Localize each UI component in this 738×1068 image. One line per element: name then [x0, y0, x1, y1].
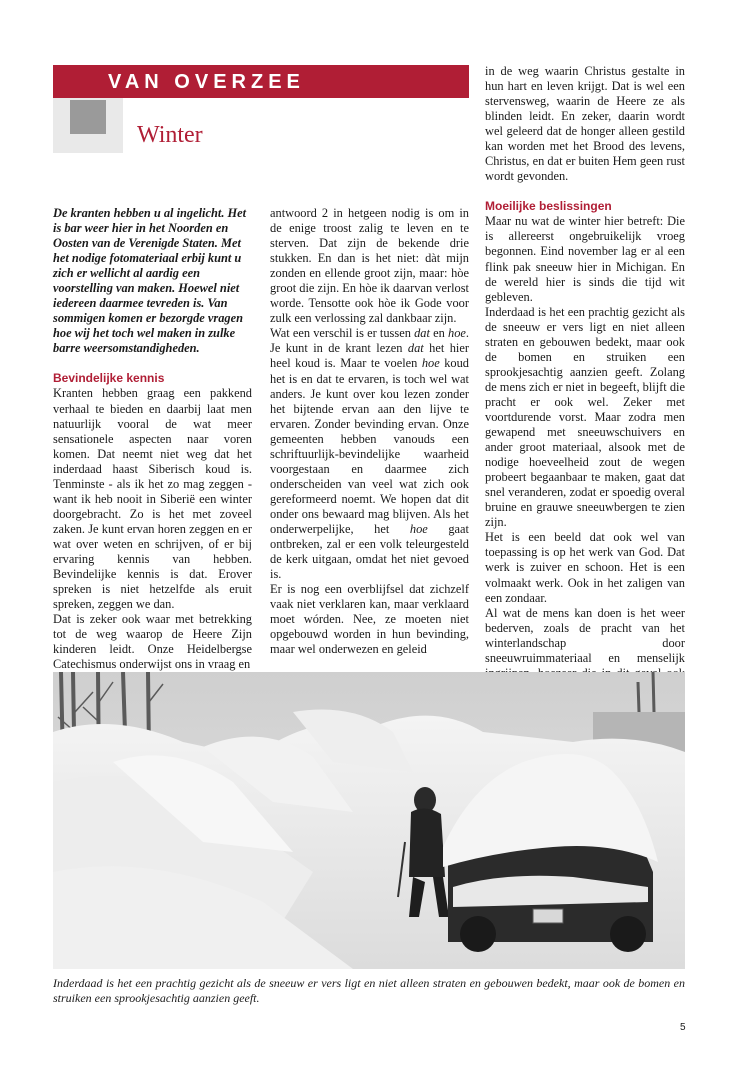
paragraph: Kranten hebben graag een pakkend verhaal te bieden en daarbij laat men natuurlijk vooral de wat meer sensationele aspecten naar voren komen. Dat neemt niet weg dat het inderdaad haast Siberisch koud is. Tenminste - als ik het zo mag zeggen - want ik heb nooit in Siberië een winter doorgebracht. Zo is het met zoveel zaken. Je kunt ervan horen zeggen en er wat over weten en schrijven, of er bij ervaring kennis van hebben. Bevindelijke kennis is dat. Erover spreken is niet hetzelfde als eruit spreken, zeggen we dan. — [53, 386, 252, 612]
intro-paragraph: De kranten hebben u al ingelicht. Het is bar weer hier in het Noorden en Oosten van de Verenigde Staten. Met het nodige fotomateriaal erbij kunt u zich er wellicht al aardig een voorstelling van maken. Hoewel niet iedereen daarmee tevreden is. Van sommigen komen er bezorgde vragen hoe wij het toch wel maken in zulke barre weersomstandigheden. — [53, 206, 247, 356]
column-3 — [485, 64, 685, 696]
paragraph: Al wat de mens kan doen is het weer bederven, zoals de pracht van het winterlandschap door sneeuwruimmateriaal en menselijk — [485, 605, 685, 665]
section-title: VAN OVERZEE — [108, 71, 305, 93]
winter-photo — [53, 672, 685, 969]
paragraph: Wat een verschil is er tussen dat en hoe. Je kunt in de krant lezen dat het hier heel koud is. Maar te voelen hoe koud het is en dat te ervaren, is toch wel wat anders. Je kunt over kou lezen zonder het bijtende ervan aan den lijve te ervaren. Zonder bevinding ervan. Onze gemeenten hebben vanouds een schriftuurlijk-bevindelijke waarheid voorgestaan en daarmee zich onderscheiden van veel wat zich ook gereformeerd noemt. We hopen dat dit onder ons bewaard mag blijven. Als het onderwerpelijke, het hoe gaat ontbreken, zal er een volk teleurgesteld de kerk uitgaan, omdat het niet gevoed is. — [270, 326, 469, 582]
article-title: Winter — [137, 122, 203, 148]
subheading-bevindelijke-kennis: Bevindelijke kennis — [53, 371, 165, 386]
paragraph: Er is nog een overblijfsel dat zichzelf vaak niet verklaren kan, maar verklaard moet wórden. Nee, ze moeten niet opgebouwd worden in hun bevinding, maar wel onderwezen en geleid — [270, 582, 469, 657]
paragraph: Het is een beeld dat ook wel van toepassing is op het werk van God. Dat werk is zuiver en schoon. Het is een volmaakt werk. Ook in het zaligen van een zondaar. — [485, 530, 685, 605]
header-decoration-square — [70, 100, 106, 134]
column-2 — [270, 206, 469, 657]
photo-caption: Inderdaad is het een prachtig gezicht als de sneeuw er vers ligt en niet alleen straten en gebouwen bedekt, maar ook de bomen en struiken een sprookjesachtig aanzien geeft. — [53, 976, 685, 1005]
paragraph: Dat is zeker ook waar met betrekking tot de weg waarop de Heere Zijn kinderen leidt. Onze Heidelbergse Catechismus onderwijst ons in vraag en — [53, 612, 252, 672]
subheading-moeilijke-beslissingen: Moeilijke beslissingen — [485, 199, 612, 214]
column-1 — [53, 206, 252, 672]
paragraph: antwoord 2 in hetgeen nodig is om in de enige troost zalig te leven en te sterven. Dat zijn de bekende drie stukken. En dan is het niet: dàt mijn zonden en ellende groot zijn, maar: hòe groot die zijn. En hòe ik daarvan verlost worde. Tensotte ook hòe ik Gode voor zulk een verlossing zal dankbaar zijn. — [270, 206, 469, 326]
page-number: 5 — [680, 1022, 686, 1033]
paragraph: Maar nu wat de winter hier betreft: Die is allereerst ongebruikelijk vroeg begonnen. Eind november lag er al een flink pak sneeuw hier in Michigan. En de wereld hier is sinds die tijd wit gebleven. — [485, 214, 685, 304]
paragraph: in de weg waarin Christus gestalte in hun hart en leven krijgt. Dat is wel een stervensweg, waarin de Heere ze als blinden leidt. En zeker, daarin wordt wel geleerd dat de honger alleen gestild kan worden met het Brood des levens, Christus, en dat er buiten Hem geen rust wordt gevonden. — [485, 64, 685, 184]
paragraph: Inderdaad is het een prachtig gezicht als de sneeuw er vers ligt en niet alleen straten en gebouwen bedekt, maar ook de bomen en struiken een sprookjesachtig aanzien geeft. Zolang de mens zich er niet in begeeft, blijft die pracht er ook wel. Zeker met voortdurende vorst. Maar zodra men gewapend met sneeuwschuivers en ander groot materiaal, alsook met de nodige hoeveelheid zout de wegen probeert begaanbaar te maken, gaat dat snel veranderen, zodat er spoedig overal bruine en grauwe sneeuwbergen te zien zijn. — [485, 304, 685, 530]
